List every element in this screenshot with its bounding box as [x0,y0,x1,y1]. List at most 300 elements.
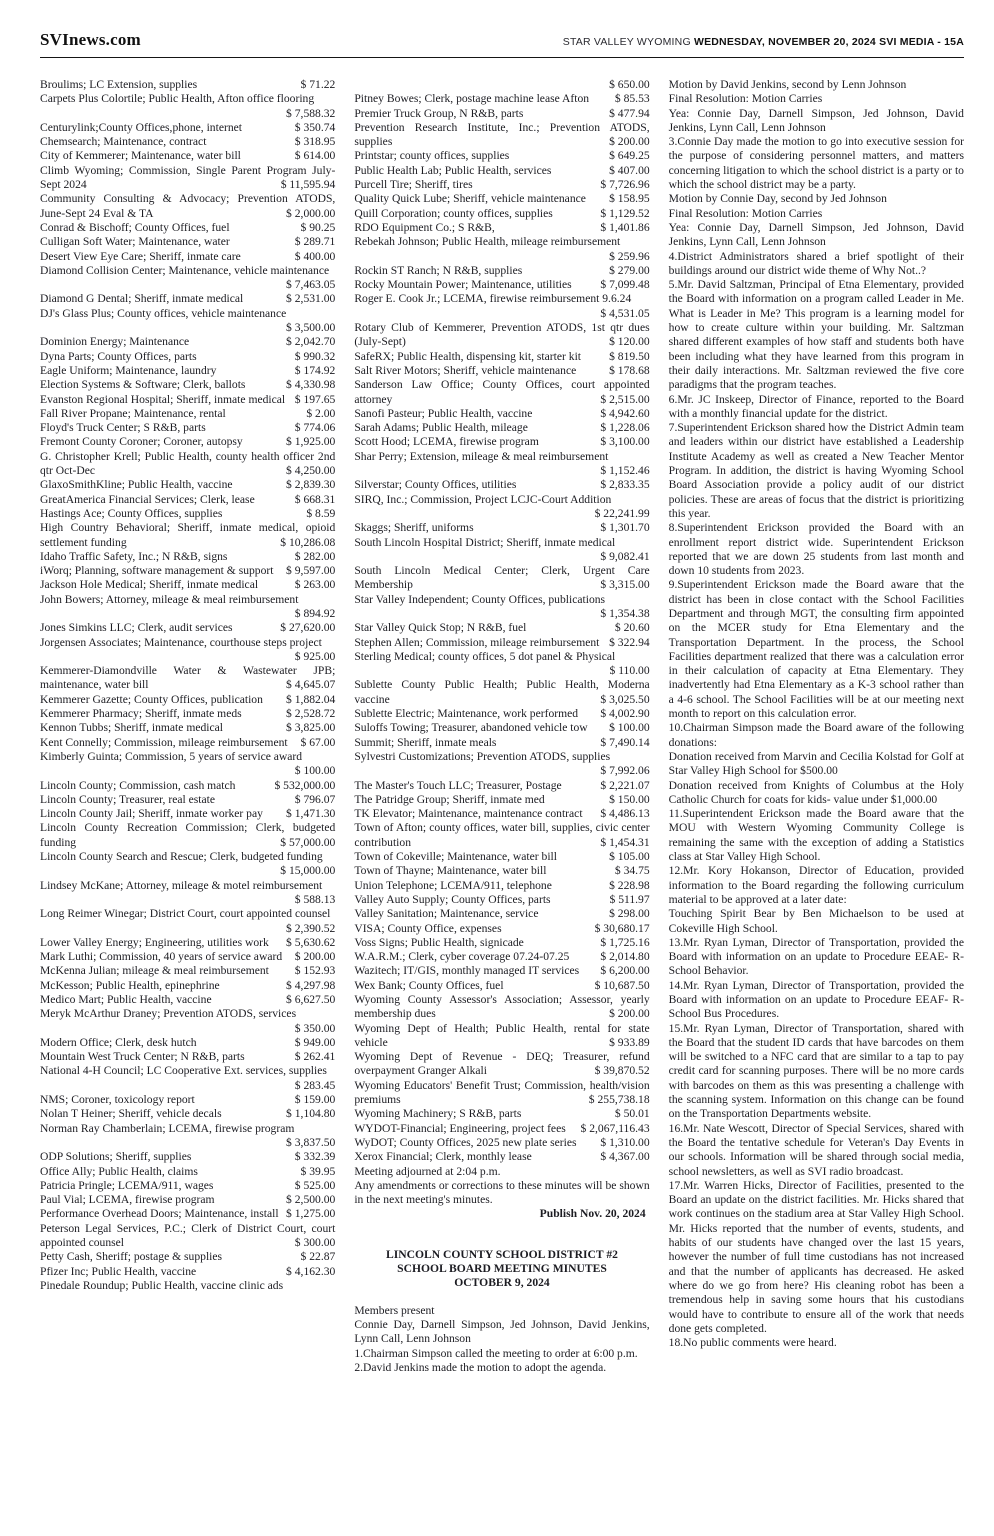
ledger-entry [40,1064,335,1093]
amount: $ 8.59 [306,506,336,520]
amount: $ 894.92 [294,606,336,620]
amount: $ 34.75 [614,864,650,878]
amount: $ 27,620.00 [280,621,336,635]
ledger-entry [354,1136,649,1150]
vendor-description: The Patridge Group; Sheriff, inmate med [354,792,545,806]
amount: $ 90.25 [300,220,336,234]
amount: $ 150.00 [609,792,650,806]
amount: $ 200.00 [609,1007,650,1021]
masthead-right [563,36,964,48]
ledger-entry [40,636,335,665]
amount: $ 1,275.00 [286,1207,336,1221]
minutes-paragraph: Motion by Connie Day, second by Jed Johnson [668,192,887,206]
vendor-description: Kemmerer Gazette; County Offices, publication [40,692,263,706]
ledger-entry [354,278,649,292]
vendor-description: Quill Corporation; county offices, supplies [354,206,553,220]
ledger-entry [354,1050,649,1079]
amount: $ 10,286.08 [280,535,336,549]
amount: $ 7,588.32 [286,106,336,120]
minutes-paragraph: 17.Mr. Warren Hicks, Director of Facilities, presented to the Board an update on the district facilities. Mr. Hicks shared that work continues on the stadium area at Star Valley High School. Mr. Hicks reported that the number of events, students, and habits of our students have changed over the last 15 years, however the number of full time custodians has not increased and that the number of applicants has decreased. He asked where do we go from here? His cleaning robot has been a tremendous help in saving some hours that his custodians would have to contribute to ensure all of the work that needs done gets completed. [668,1178,964,1335]
vendor-description: Paul Vial; LCEMA, firewise program [40,1193,215,1207]
amount: $ 100.00 [294,764,336,778]
vendor-description: Shar Perry; Extension, mileage & meal reimbursement [354,449,609,463]
amount: $ 3,500.00 [286,321,336,335]
minutes-paragraph: 5.Mr. David Saltzman, Principal of Etna Elementary, provided the Board with information on a program called Leader in Me. What is Leader in Me? This program is a learning model for how to create culture within your building. Mr. Saltzman shared different examples of how staff and students both have been including what they have learned from this program in their daily interactions. Mr. Saltzman reviewed the five core paradigms that the program teaches. [668,278,964,392]
vendor-description: iWorq; Planning, software management & support [40,564,274,578]
ledger-entry [40,493,335,507]
vendor-description: GlaxoSmithKline; Public Health, vaccine [40,478,233,492]
amount: $ 511.97 [609,892,650,906]
amount: $ 774.06 [294,421,336,435]
amount: $ 4,162.30 [286,1264,336,1278]
vendor-description: Wyoming Educators' Benefit Trust; Commission, health/vision premiums [354,1078,650,1107]
ledger-entry [354,450,649,479]
amount: $ 9,082.41 [600,549,650,563]
ledger-entry [40,149,335,163]
amount: $ 255,738.18 [588,1093,650,1107]
amount: $ 322.94 [609,635,650,649]
vendor-description: Wyoming Dept of Revenue - DEQ; Treasurer, refund overpayment Granger Alkali [354,1050,650,1078]
minutes-paragraph: Final Resolution: Motion Carries [668,206,823,220]
amount: $ 4,002.90 [600,707,650,721]
vendor-description: Eagle Uniform; Maintenance, laundry [40,363,217,377]
vendor-description: Lincoln County; Commission, cash match [40,778,236,792]
ledger-entry [40,664,335,693]
ledger-entry [354,793,649,807]
ledger-entry [40,779,335,793]
ledger-entry [354,950,649,964]
board-heading-line: OCTOBER 9, 2024 [454,1276,550,1290]
ledger-entry [40,450,335,479]
vendor-description: Rocky Mountain Power; Maintenance, utilities [354,278,572,292]
vendor-description: Town of Afton; county offices, water bill, supplies, civic center contribution [354,821,650,849]
minutes-paragraph: 10.Chairman Simpson made the Board aware of the following donations: [668,721,964,749]
vendor-description: Pinedale Roundup; Public Health, vaccine clinic ads [40,1278,284,1292]
ledger-entry [354,678,649,707]
amount: $ 1,228.06 [600,421,650,435]
amount: $ 532,000.00 [274,778,336,792]
board-intro [354,1304,649,1375]
amount: $ 10,687.50 [594,978,650,992]
board-intro-line: Members present [354,1303,435,1317]
ledger-entry [354,493,649,522]
ledger-entry [40,264,335,293]
vendor-description: Union Telephone; LCEMA/911, telephone [354,878,552,892]
vendor-description: Medico Mart; Public Health, vaccine [40,993,212,1006]
minutes-paragraph: 9.Superintendent Erickson made the Board aware that the district has been in close contact with the School Facilities Department and through MGT, the consulting firm appointed on the MCER study for Etna Elementary and the Transportation Department. In the process, the School Facilities department realized that there was a calculation error in their calculation of capacity at Etna Elementary. They inadvertently had Etna Elementary as a K-3 school rather than a 4-6 school. The School Facilities will be at our meeting next month to report on this calculation error. [668,578,964,721]
ledger-entry [354,922,649,936]
ledger-entry [354,178,649,192]
minutes-paragraph: Donation received from Marvin and Cecilia Kolstad for Golf at Star Valley High School for $500.00 [668,749,964,778]
amount: $ 4,297.98 [286,978,336,992]
ledger-entry [354,736,649,750]
vendor-description: Mountain West Truck Center; N R&B, parts [40,1050,245,1064]
ledger-entry [40,121,335,135]
vendor-description: Rockin ST Ranch; N R&B, supplies [354,263,523,277]
amount: $ 20.60 [614,621,650,635]
amount: $ 614.00 [294,149,336,163]
ledger-entry [40,192,335,221]
amount: $ 289.71 [294,235,336,249]
amount: $ 110.00 [609,664,650,678]
amount: $ 2,833.35 [600,478,650,492]
vendor-description: Wyoming Dept of Health; Public Health, rental for state vehicle [354,1021,650,1049]
vendor-description: Conrad & Bischoff; County Offices, fuel [40,220,230,234]
vendor-description: Suloffs Towing; Treasurer, abandoned vehicle tow [354,721,588,735]
amount: $ 7,726.96 [600,178,650,192]
amount: $ 2,531.00 [286,292,336,306]
amount: $ 477.94 [609,106,650,120]
amount: $ 200.00 [609,135,650,149]
amount: $ 263.00 [294,578,336,592]
vendor-description: Prevention Research Institute, Inc.; Prevention ATODS, supplies [354,120,650,149]
amount: $ 400.00 [294,249,336,263]
minutes-paragraph: Touching Spirit Bear by Ben Michaelson to be used at Cokeville High School. [668,907,964,935]
ledger-entry [354,964,649,978]
amount: $ 4,367.00 [600,1150,650,1164]
ledger-entry [40,850,335,879]
ledger-entry [40,879,335,908]
vendor-description: Sarah Adams; Public Health, mileage [354,421,528,435]
amount: $ 57,000.00 [280,835,336,849]
vendor-description: Election Systems & Software; Clerk, ballots [40,378,246,392]
amount: $ 22,241.99 [594,506,650,520]
amount: $ 178.68 [609,363,650,377]
vendor-description: Printstar; county offices, supplies [354,149,510,163]
minutes-paragraph: 3.Connie Day made the motion to go into executive session for the purpose of considering personnel matters, and matters concerning litigation to which the school district is a party or to which the school district may be a party. [668,135,964,192]
ledger-entry [40,435,335,449]
ledger-entry [40,92,335,121]
amount: $ 525.00 [294,1178,336,1192]
vendor-description: Lincoln County Jail; Sheriff, inmate worker pay [40,807,263,821]
vendor-description: Modern Office; Clerk, desk hutch [40,1035,197,1049]
vendor-description: WYDOT-Financial; Engineering, project fees [354,1121,566,1135]
ledger-entry [354,650,649,679]
amount: $ 2,014.80 [600,950,650,964]
vendor-description: Long Reimer Winegar; District Court, court appointed counsel [40,907,331,921]
ledger-entry [354,636,649,650]
vendor-description: Voss Signs; Public Health, signicade [354,935,524,949]
board-intro-line: 1.Chairman Simpson called the meeting to order at 6:00 p.m. [354,1346,638,1360]
ledger-entry [354,864,649,878]
vendor-description: City of Kemmerer; Maintenance, water bill [40,149,241,163]
vendor-description: WyDOT; County Offices, 2025 new plate series [354,1135,577,1149]
vendor-description: Pfizer Inc; Public Health, vaccine [40,1264,197,1278]
ledger-entry [40,936,335,950]
masthead-date: WEDNESDAY, NOVEMBER 20, 2024 [693,36,876,48]
amount: $ 3,025.50 [600,692,650,706]
ledger-entry [40,307,335,336]
ledger-entry [354,1150,649,1164]
amount: $ 407.00 [609,163,650,177]
ledger-entry [354,593,649,622]
amount: $ 279.00 [609,263,650,277]
amount: $ 1,454.31 [600,835,650,849]
vendor-description: SIRQ, Inc.; Commission, Project LCJC-Court Addition [354,492,612,506]
vendor-description: Mark Luthi; Commission, 40 years of service award [40,950,283,964]
ledger-entry [354,1022,649,1051]
vendor-description: NMS; Coroner, toxicology report [40,1093,195,1107]
ledger-entry [354,421,649,435]
vendor-description: Desert View Eye Care; Sheriff, inmate care [40,249,241,263]
masthead-edition: SVI MEDIA - 15A [879,36,964,48]
ledger-entry [40,550,335,564]
vendor-description: Dominion Energy; Maintenance [40,335,190,349]
ledger-entry [40,1207,335,1221]
amount: $ 200.00 [294,950,336,964]
vendor-description: Diamond G Dental; Sheriff, inmate medical [40,292,244,306]
minutes-paragraph: Final Resolution: Motion Carries [668,92,823,106]
amount: $ 668.31 [294,492,336,506]
vendor-description: Lower Valley Energy; Engineering, utilities work [40,935,269,949]
ledger-list-col2 [354,78,649,1165]
vendor-description: Town of Cokeville; Maintenance, water bill [354,850,557,864]
amendments-line: Any amendments or corrections to these minutes will be shown in the next meeting's minutes. [354,1178,650,1207]
vendor-description: Fall River Propane; Maintenance, rental [40,406,226,420]
amount: $ 3,825.00 [286,721,336,735]
vendor-description: Kemmerer-Diamondville Water & Wastewater JPB; maintenance, water bill [40,664,336,692]
amount: $ 350.00 [294,1021,336,1035]
adjourned-line: Meeting adjourned at 2:04 p.m. [354,1164,501,1178]
amount: $ 1,354.38 [600,606,650,620]
minutes-paragraph: Donation received from Knights of Columbus at the Holy Catholic Church for coats for kids- value under $1,000.00 [668,778,964,806]
ledger-entry [354,779,649,793]
ledger-entry [40,78,335,92]
vendor-description: Diamond Collision Center; Maintenance, vehicle maintenance [40,263,330,277]
vendor-description: Premier Truck Group, N R&B, parts [354,106,524,120]
amount: $ 949.00 [294,1035,336,1049]
minutes-paragraph: 11.Superintendent Erickson made the Board aware that the MOU with Western Wyoming Community College is remaining the same with the exception of adding a Statistics class at Star Valley High School. [668,807,964,864]
vendor-description: Summit; Sheriff, inmate meals [354,735,497,749]
amount: $ 2,515.00 [600,392,650,406]
vendor-description: Dyna Parts; County Offices, parts [40,349,197,363]
amount: $ 7,490.14 [600,735,650,749]
vendor-description: Sylvestri Customizations; Prevention ATODS, supplies [354,749,611,763]
ledger-entry [354,750,649,779]
vendor-description: South Lincoln Hospital District; Sheriff, inmate medical [354,535,616,549]
minutes-paragraph: Yea: Connie Day, Darnell Simpson, Jed Johnson, David Jenkins, Lynn Call, Lenn Johnson [668,106,964,134]
amount: $ 2,067,116.43 [580,1121,650,1135]
vendor-description: Lindsey McKane; Attorney, mileage & motel reimbursement [40,878,323,892]
vendor-description: TK Elevator; Maintenance, maintenance contract [354,807,583,821]
amount: $ 3,315.00 [600,578,650,592]
vendor-description: Evanston Regional Hospital; Sheriff, inmate medical [40,392,286,406]
board-heading-line: LINCOLN COUNTY SCHOOL DISTRICT #2 [386,1247,618,1261]
ledger-entry [40,1250,335,1264]
vendor-description: Rebekah Johnson; Public Health, mileage reimbursement [354,235,621,249]
vendor-description: VISA; County Office, expenses [354,921,502,935]
amount: $ 925.00 [294,649,336,663]
amount: $ 22.87 [300,1250,336,1264]
ledger-entry [354,1122,649,1136]
ledger-entry [40,693,335,707]
ledger-entry [40,250,335,264]
ledger-entry [354,378,649,407]
amount: $ 650.00 [609,78,650,91]
minutes-paragraph: 4.District Administrators shared a brief spotlight of their buildings around our district wide theme of Why Not..? [668,249,964,277]
ledger-entry [354,121,649,150]
minutes-paragraph: 7.Superintendent Erickson shared how the District Admin team and leaders within our district have established a Leadership Institute Academy as well as created a New Teacher Mentor Program. In addition, the district is having Wyoming School Board Association provide a policy audit of our district policies. These are areas of focus that the district is prioritizing this year. [668,421,964,520]
ledger-entry [40,979,335,993]
ledger-entry [40,707,335,721]
vendor-description: Purcell Tire; Sheriff, tires [354,178,473,192]
ledger-entry [40,964,335,978]
vendor-description: Valley Auto Supply; County Offices, parts [354,892,551,906]
vendor-description: Silverstar; County Offices, utilities [354,478,517,492]
ledger-entry [354,850,649,864]
ledger-entry [40,478,335,492]
vendor-description: Broulims; LC Extension, supplies [40,78,198,91]
ledger-entry [40,378,335,392]
masthead [40,30,964,57]
ledger-entry [40,1093,335,1107]
amount: $ 6,200.00 [600,964,650,978]
minutes-paragraphs [669,78,964,1350]
ledger-entry [354,78,649,92]
ledger-entry [354,350,649,364]
vendor-description: Culligan Soft Water; Maintenance, water [40,235,230,249]
masthead-location: STAR VALLEY WYOMING [562,36,691,48]
vendor-description: National 4-H Council; LC Cooperative Ext. services, supplies [40,1064,327,1078]
ledger-entry [40,407,335,421]
board-heading [354,1248,649,1291]
amount: $ 3,837.50 [286,1135,336,1149]
amount: $ 1,471.30 [286,807,336,821]
minutes-paragraph: 6.Mr. JC Inskeep, Director of Finance, reported to the Board with a monthly financial update for the district. [668,392,964,420]
vendor-description: Centurylink;County Offices,phone, internet [40,120,242,134]
vendor-description: Lincoln County; Treasurer, real estate [40,792,216,806]
ledger-entry [40,421,335,435]
ledger-list-col1 [40,78,335,1293]
amount: $ 120.00 [609,335,650,349]
publish-line: Publish Nov. 20, 2024 [539,1207,646,1221]
ledger-entry [354,478,649,492]
amount: $ 4,250.00 [286,464,336,478]
vendor-description: Scott Hood; LCEMA, firewise program [354,435,539,449]
vendor-description: McKenna Julian; mileage & meal reimbursement [40,964,269,978]
vendor-description: Climb Wyoming; Commission, Single Parent Program July-Sept 2024 [40,163,336,192]
ledger-entry [40,1150,335,1164]
ledger-entry [354,936,649,950]
vendor-description: Roger E. Cook Jr.; LCEMA, firewise reimbursement 9.6.24 [354,292,632,306]
ledger-entry [354,807,649,821]
ledger-entry [354,536,649,565]
amount: $ 85.53 [614,92,650,106]
amount: $ 283.45 [294,1078,336,1092]
vendor-description: Kimberly Guinta; Commission, 5 years of service award [40,749,303,763]
column-2 [354,78,649,1375]
amount: $ 796.07 [294,792,336,806]
amount: $ 2,000.00 [286,206,336,220]
amount: $ 4,486.13 [600,807,650,821]
amount: $ 4,330.98 [286,378,336,392]
amount: $ 588.13 [294,892,336,906]
amount: $ 7,992.06 [600,764,650,778]
ledger-entry [354,707,649,721]
vendor-description: Jorgensen Associates; Maintenance, courthouse steps project [40,635,322,649]
vendor-description: John Bowers; Attorney, mileage & meal reimbursement [40,592,299,606]
vendor-description: Performance Overhead Doors; Maintenance, install [40,1207,279,1221]
amount: $ 819.50 [609,349,650,363]
ledger-entry [354,407,649,421]
vendor-description: Wyoming County Assessor's Association; Assessor, yearly membership dues [354,993,650,1021]
vendor-description: Rotary Club of Kemmerer, Prevention ATODS, 1st qtr dues (July-Sept) [354,321,650,349]
ledger-entry [354,521,649,535]
amount: $ 197.65 [294,392,336,406]
vendor-description: GreatAmerica Financial Services; Clerk, lease [40,492,255,506]
ledger-entry [354,364,649,378]
vendor-description: Star Valley Quick Stop; N R&B, fuel [354,621,527,635]
column-1 [40,78,335,1375]
ledger-entry [40,221,335,235]
amount: $ 2.00 [306,406,336,420]
ledger-entry [40,521,335,550]
amount: $ 1,310.00 [600,1135,650,1149]
ledger-entry [354,107,649,121]
vendor-description: Norman Ray Chamberlain; LCEMA, firewise program [40,1121,295,1135]
amount: $ 4,942.60 [600,406,650,420]
ledger-entry [40,578,335,592]
vendor-description: Hastings Ace; County Offices, supplies [40,506,223,520]
ledger-entry [40,1122,335,1151]
ledger-entry [40,736,335,750]
vendor-description: Office Ally; Public Health, claims [40,1164,198,1178]
vendor-description: Lincoln County Search and Rescue; Clerk, budgeted funding [40,850,323,864]
vendor-description: Pitney Bowes; Clerk, postage machine lease Afton [354,92,590,106]
amount: $ 649.25 [609,149,650,163]
ledger-entry [40,1036,335,1050]
amount: $ 9,597.00 [286,564,336,578]
amount: $ 39,870.52 [594,1064,650,1078]
ledger-entry [354,164,649,178]
vendor-description: Kennon Tubbs; Sheriff, inmate medical [40,721,224,735]
amount: $ 300.00 [294,1236,336,1250]
amount: $ 2,528.72 [286,707,336,721]
vendor-description: Community Consulting & Advocacy; Prevention ATODS, June-Sept 24 Eval & TA [40,192,336,220]
minutes-paragraph: 13.Mr. Ryan Lyman, Director of Transportation, provided the Board with information on an update to Procedure EEAE- R- School Behavior. [668,935,964,978]
vendor-description: Stephen Allen; Commission, mileage reimbursement [354,635,600,649]
minutes-paragraph: Yea: Connie Day, Darnell Simpson, Jed Johnson, David Jenkins, Lynn Call, Lenn Johnson [668,220,964,249]
ledger-entry [40,793,335,807]
amount: $ 3,100.00 [600,435,650,449]
ledger-entry [40,807,335,821]
vendor-description: Nolan T Heiner; Sheriff, vehicle decals [40,1107,222,1121]
amount: $ 2,221.07 [600,778,650,792]
ledger-entry [40,721,335,735]
ledger-entry [40,235,335,249]
ledger-entry [354,92,649,106]
minutes-paragraph: 8.Superintendent Erickson provided the Board with an enrollment report district wide. Superintendent Erickson reported that we are down 25 students from last month and down 10 students from 2023. [668,521,964,578]
ledger-entry [40,1179,335,1193]
ledger-entry [40,993,335,1007]
vendor-description: Salt River Motors; Sheriff, vehicle maintenance [354,363,577,377]
board-intro-line: 2.David Jenkins made the motion to adopt the agenda. [354,1360,607,1374]
minutes-paragraph: 16.Mr. Nate Wescott, Director of Special Services, shared with the Board the tentative schedule for Veteran's Day Events in our schools. Information will be shared through social media, school newsletters, as well as SVI radio broadcast. [668,1121,964,1178]
ledger-entry [354,264,649,278]
ledger-entry [354,1079,649,1108]
ledger-entry [40,350,335,364]
ledger-entry [40,292,335,306]
vendor-description: Kemmerer Pharmacy; Sheriff, inmate meds [40,707,242,721]
ledger-entry [40,750,335,779]
minutes-paragraph: 15.Mr. Ryan Lyman, Director of Transportation, shared with the Board that the student ID cards that have barcodes on them will be switched to a NFC card that are similar to a tap to pay credit card for scanning purposes. There will be no more cards with barcodes on them as this was presenting a challenge with the scanning system. Information on this change can be found on the Transportation Departments website. [668,1021,964,1121]
ledger-entry [354,192,649,206]
ledger-entry [354,435,649,449]
amount: $ 71.22 [300,78,336,91]
amount: $ 30,680.17 [594,921,650,935]
ledger-entry [40,950,335,964]
amount: $ 2,042.70 [286,335,336,349]
